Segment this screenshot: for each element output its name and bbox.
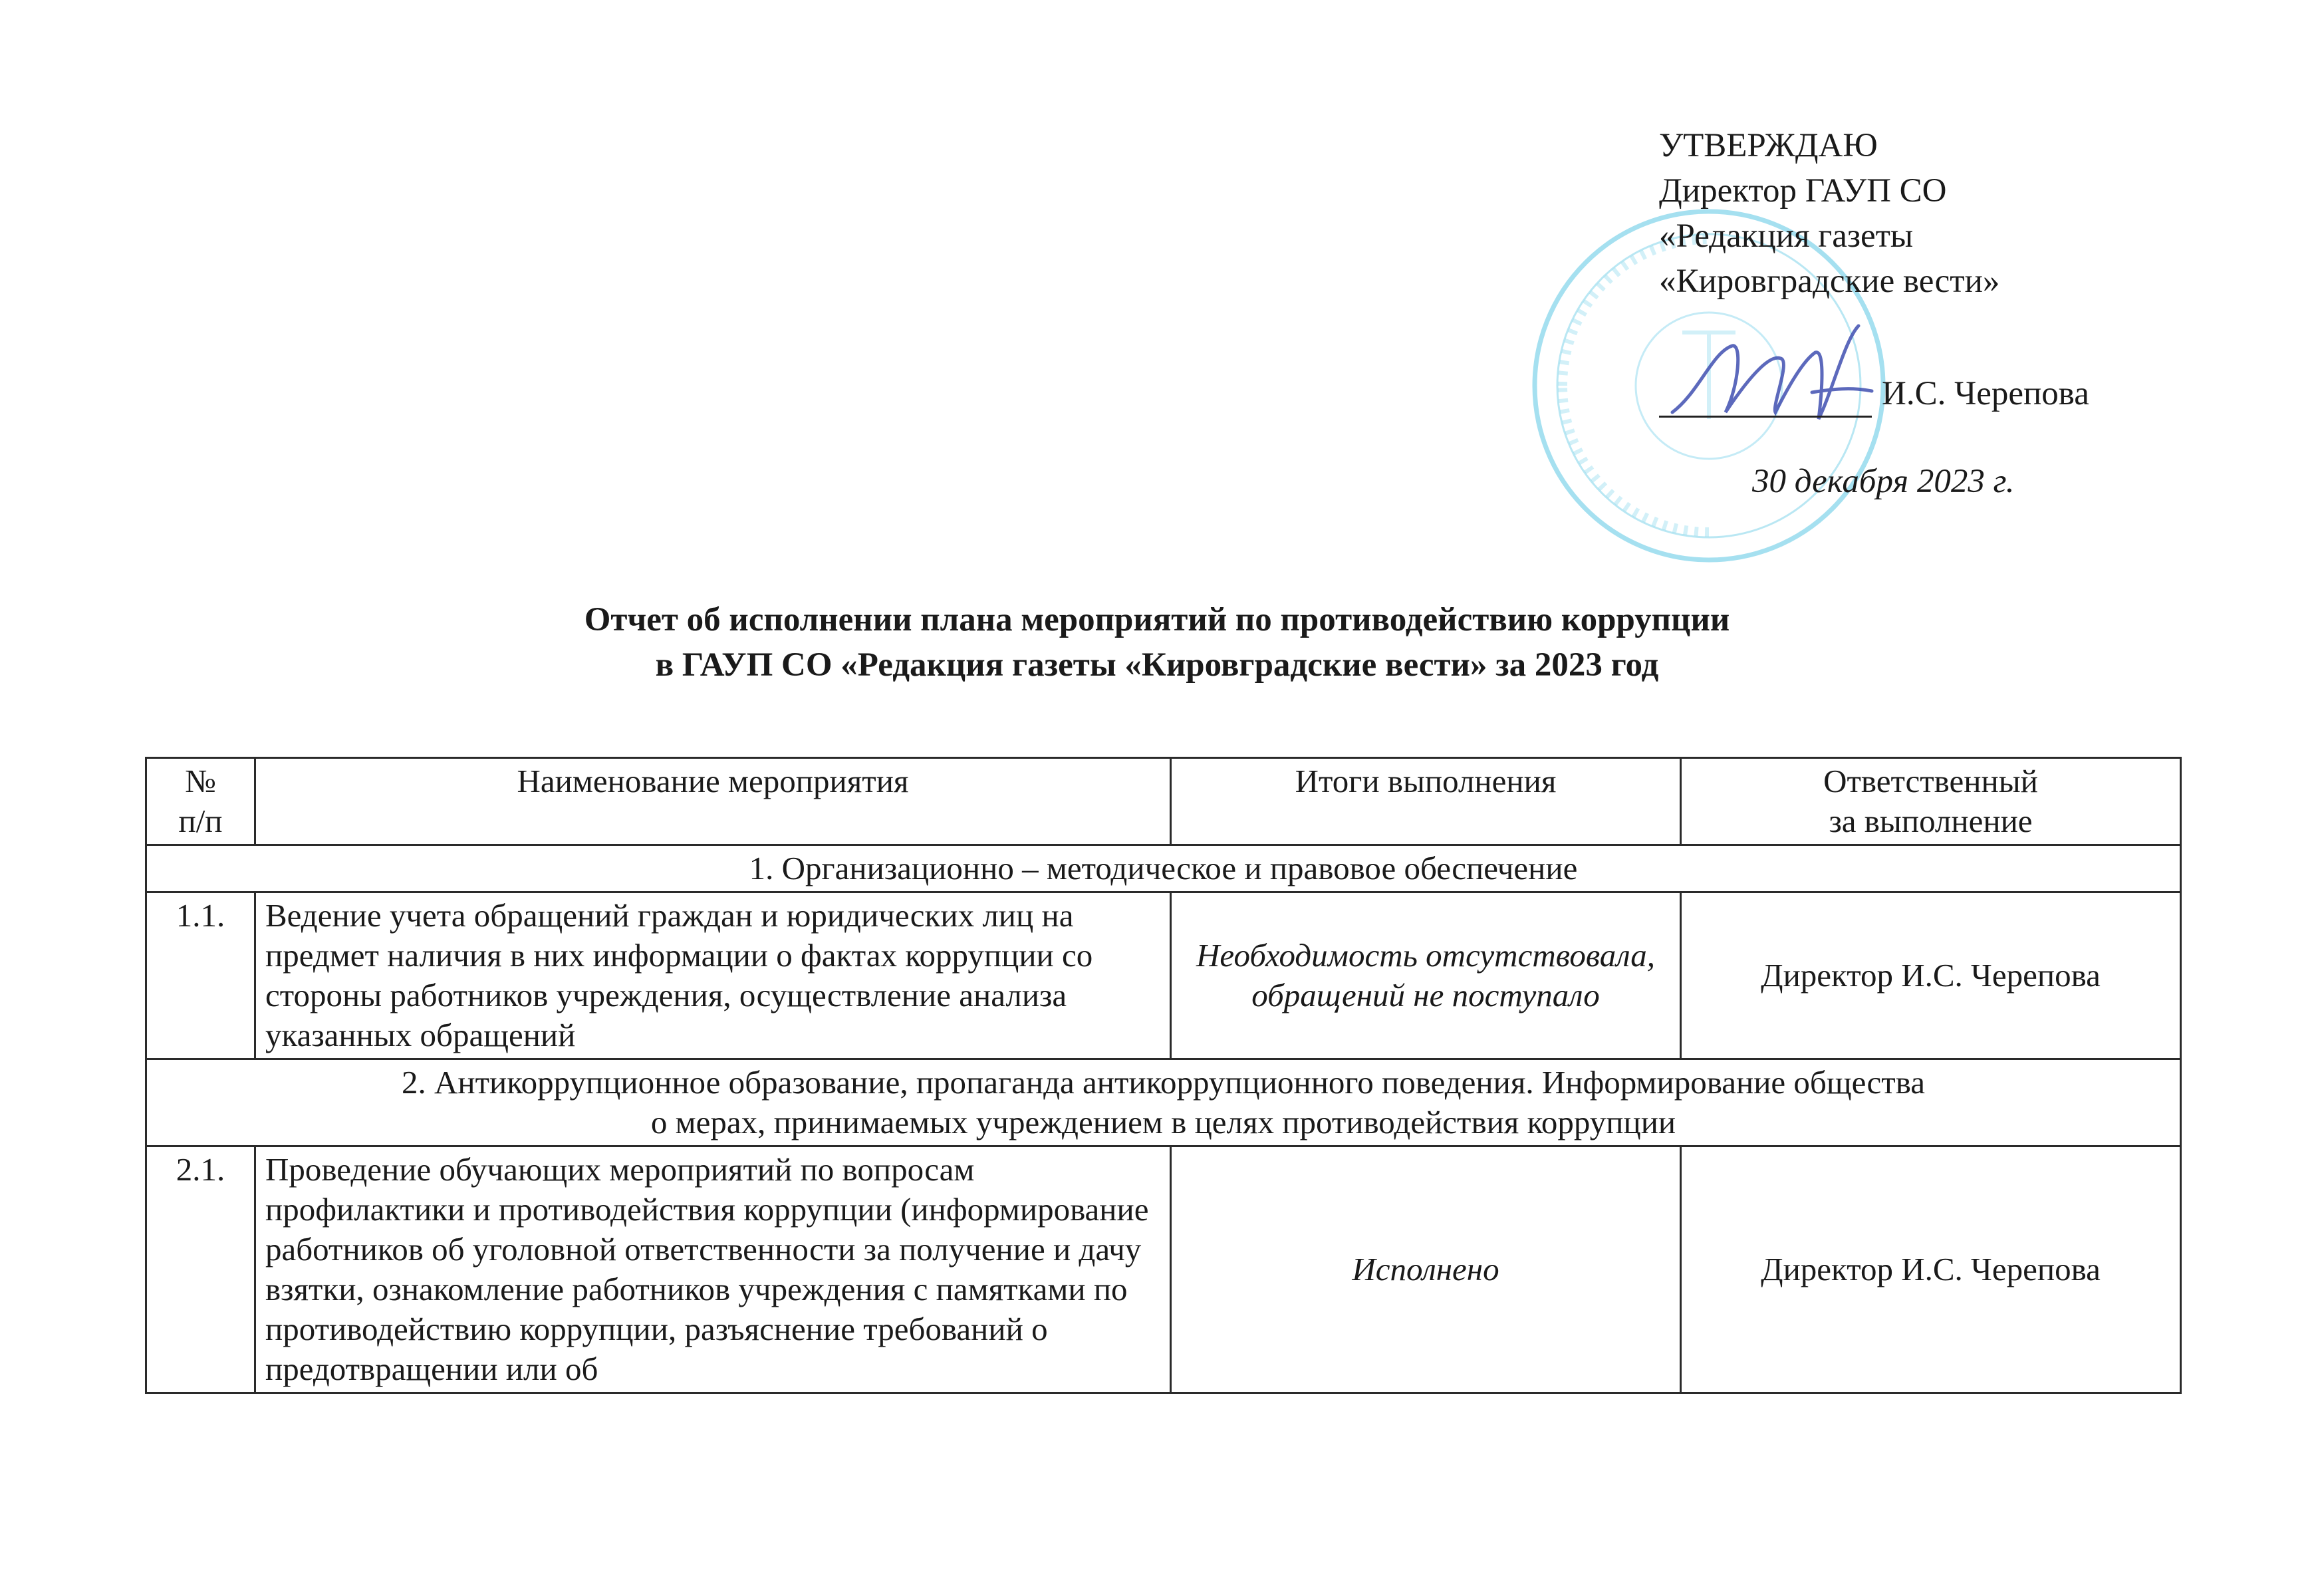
- document-title: [199, 597, 2115, 688]
- row-responsible: Директор И.С. Черепова: [1681, 892, 2181, 1059]
- approval-block: [1659, 123, 2164, 304]
- signer-name: И.С. Черепова: [1882, 375, 2089, 412]
- section-title-2: 2. Антикоррупционное образование, пропаганда антикоррупционного поведения. Информирование общества о мерах, принимаемых учреждением в целях противодействия коррупции: [146, 1059, 2181, 1146]
- row-responsible: Директор И.С. Черепова: [1681, 1146, 2181, 1393]
- header-num: № п/п: [146, 758, 255, 845]
- approval-line-3: «Кировградские вести»: [1659, 263, 2000, 300]
- report-table: [145, 757, 2182, 1394]
- section-row: [146, 1059, 2181, 1146]
- section-row: [146, 845, 2181, 892]
- row-name: Проведение обучающих мероприятий по вопросам профилактики и противодействия коррупции (информирование работников об уголовной ответственности за получение и дачу взятки, ознакомление работников учреждения с памятками по противодействию коррупции, разъяснение требований о предотвращении или об: [255, 1146, 1171, 1393]
- table-header-row: [146, 758, 2181, 845]
- signature-row: [1659, 369, 2164, 422]
- row-num: 2.1.: [146, 1146, 255, 1393]
- table-row: [146, 892, 2181, 1059]
- approval-line-1: Директор ГАУП СО: [1659, 172, 1947, 209]
- signature-line: [1659, 416, 1872, 418]
- approval-date: 30 декабря 2023 г.: [1752, 463, 2015, 500]
- header-responsible: Ответственный за выполнение: [1681, 758, 2181, 845]
- section-title-1: 1. Организационно – методическое и правовое обеспечение: [146, 845, 2181, 892]
- table-row: [146, 1146, 2181, 1393]
- header-result: Итоги выполнения: [1171, 758, 1681, 845]
- title-line-2: в ГАУП СО «Редакция газеты «Кировградские вести» за 2023 год: [655, 646, 1659, 684]
- title-line-1: Отчет об исполнении плана мероприятий по противодействию коррупции: [584, 601, 1730, 638]
- approval-line-2: «Редакция газеты: [1659, 217, 1914, 255]
- header-name: Наименование мероприятия: [255, 758, 1171, 845]
- row-name: Ведение учета обращений граждан и юридических лиц на предмет наличия в них информации о фактах коррупции со стороны работников учреждения, осуществление анализа указанных обращений: [255, 892, 1171, 1059]
- row-result: Необходимость отсутствовала, обращений не поступало: [1171, 892, 1681, 1059]
- row-num: 1.1.: [146, 892, 255, 1059]
- row-result: Исполнено: [1171, 1146, 1681, 1393]
- approval-heading: УТВЕРЖДАЮ: [1659, 127, 1878, 164]
